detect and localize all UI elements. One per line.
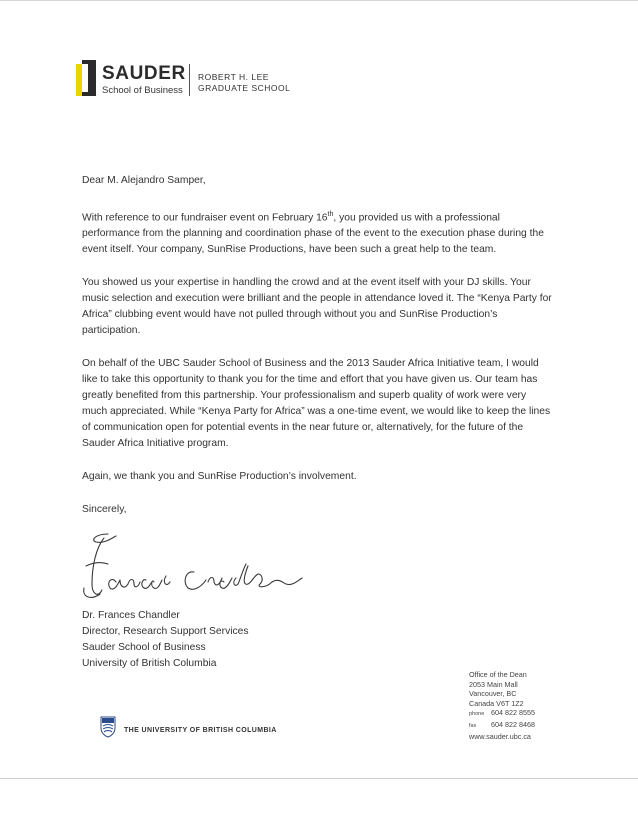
school-line-1: ROBERT H. LEE (198, 72, 269, 82)
phone-label: phone (469, 711, 485, 718)
paragraph-1-start: With reference to our fundraiser event on February 16 (82, 212, 328, 224)
letterhead-divider (189, 64, 190, 96)
signer-block (82, 608, 249, 672)
handwritten-signature (82, 532, 312, 602)
office-line-3: Vancouver, BC (469, 689, 517, 699)
sauder-logo-icon (76, 60, 96, 96)
brand (102, 64, 186, 96)
dean-office-address (469, 670, 535, 741)
paragraph-1 (82, 207, 552, 258)
paragraph-4: Again, we thank you and SunRise Production’s involvement. (82, 471, 357, 483)
office-line-4: Canada V6T 1Z2 (469, 698, 524, 708)
signer-organization: University of British Columbia (82, 658, 217, 669)
letter-body (82, 173, 552, 518)
fax-number: 604 822 8468 (491, 719, 535, 729)
bottom-edge (0, 778, 638, 779)
top-edge (0, 0, 638, 1)
ordinal-suffix: th (327, 211, 334, 218)
closing: Sincerely, (82, 504, 127, 516)
office-line-2: 2053 Main Mall (469, 679, 518, 689)
brand-name: SAUDER (102, 63, 186, 84)
ubc-crest-icon (100, 716, 116, 738)
school-name (198, 72, 290, 94)
fax-label: fax (469, 722, 477, 729)
signer-name: Dr. Frances Chandler (82, 610, 180, 621)
brand-sub: School of Business (102, 85, 183, 96)
school-line-2: GRADUATE SCHOOL (198, 83, 291, 93)
phone-number: 604 822 8555 (491, 708, 535, 718)
signer-department: Sauder School of Business (82, 642, 206, 653)
office-line-1: Office of the Dean (469, 670, 527, 679)
office-phone (469, 708, 535, 720)
signer-title: Director, Research Support Services (82, 626, 249, 637)
paragraph-2: You showed us your expertise in handling the crowd and at the event itself with your DJ skills. Your music selection and execution were brilliant and the people in attendance loved it. The “Kenya Party for Africa” clubbing event would have not pulled through without you and SunRise Production’s participation. (82, 277, 552, 337)
university-name: THE UNIVERSITY OF BRITISH COLUMBIA (124, 727, 277, 734)
salutation: Dear M. Alejandro Samper, (82, 175, 206, 186)
paragraph-1-end: , you provided us with a professional performance from the planning and coordination phase of the event to the execution phase during the event itself. Your company, SunRise Productions, have been such a great help to the team. (82, 212, 544, 256)
office-fax (469, 720, 535, 732)
paragraph-3: On behalf of the UBC Sauder School of Business and the 2013 Sauder Africa Initiative team, I would like to take this opportunity to thank you for the time and effort that you have given us. Our team has greatly benefited from this partnership. Your professionalism and superb quality of work were very much appreciated. While “Kenya Party for Africa” was a one-time event, we would like to keep the lines of communication open for potential events in the near future or, alternatively, for the future of the Sauder Africa Initiative program. (82, 358, 551, 450)
office-website: www.sauder.ubc.ca (469, 731, 531, 741)
